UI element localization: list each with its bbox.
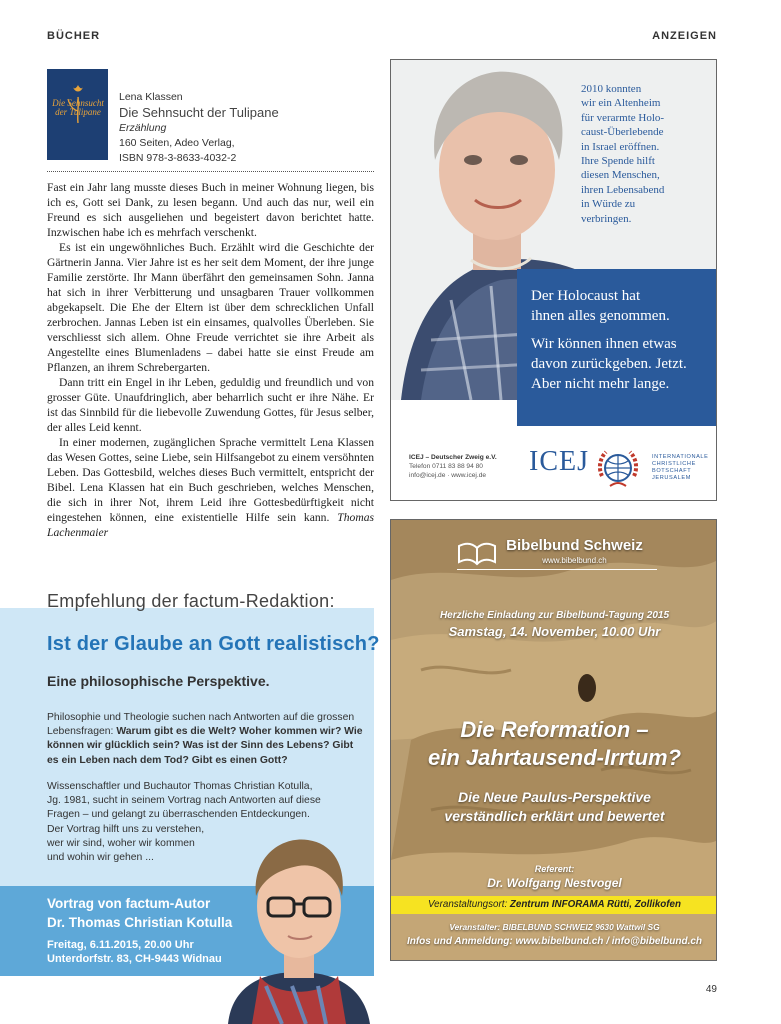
review-paragraph: Dann tritt ein Engel in ihr Leben, geduldig und freundlich und von grosser Güte. Unaufdringlich, aber beharrlich sucht er ihre Nähe. Er ist das Sinnbild für die liebevolle Zuwendung Gottes, für Jesus selber, der alles Leid kennt. (47, 376, 374, 434)
talk-details (47, 894, 232, 966)
bibelbund-speaker-label: Referent: (534, 864, 575, 874)
review-text: In einer modernen, zugänglichen Sprache vermittelt Lena Klassen das Wesen Gottes, seine Liebe, sein Hilfsangebot zu einem versöhnten Leben. Das Gottesbild, welches dieses Buch vermittelt, entspricht der Bibel. Lena Klassen hat ein Buch geschrieben, welches Menschen, die sich in ihrer Not, ihrem Leid ihre Gottesbedürftigkeit nicht eingestehen können, eine existentielle Hilfe sein kann. (47, 436, 374, 524)
talk-date: Freitag, 6.11.2015, 20.00 Uhr (47, 939, 194, 951)
icej-phone: Telefon 0711 83 88 94 80 (409, 463, 483, 470)
recommendation-intro (47, 711, 367, 768)
section-header-right: ANZEIGEN (652, 30, 717, 42)
slogan-line: ihnen alles genommen. (531, 308, 670, 324)
icej-advertisement (390, 59, 717, 501)
bibelbund-venue (391, 899, 717, 910)
review-paragraph (47, 435, 374, 540)
recommendation-subtitle: Eine philosophische Perspektive. (47, 673, 270, 689)
bibelbund-organizer: Veranstalter: BIBELBUND SCHWEIZ 9630 Wattwil SG (449, 922, 660, 932)
intro-questions: Warum gibt es die Welt? Woher kommen wir? Wie können wir glücklich sein? Was ist der Sinn des Lebens? Gibt es ein Leben nach dem Tod? Gibt es einen Gott? (47, 726, 363, 766)
book-review (47, 180, 374, 540)
section-header-left: BÜCHER (47, 30, 101, 42)
intro-lead: Philosophie und Theologie suchen nach Antworten auf die grossen Lebensfragen: (47, 712, 355, 738)
bibelbund-url: www.bibelbund.ch (542, 556, 607, 565)
body-line: Wissenschaftler und Buchautor Thomas Christian Kotulla, (47, 781, 313, 792)
talk-title: Vortrag von factum-Autor (47, 896, 211, 911)
headline-line: Die Reformation – (460, 717, 649, 742)
book-title: Die Sehnsucht der Tulipane (119, 105, 279, 120)
book-genre: Erzählung (119, 122, 167, 134)
body-line: wer wir sind, woher wir kommen (47, 837, 195, 849)
subheadline-line: Die Neue Paulus-Perspektive (458, 789, 651, 805)
page-number: 49 (705, 984, 717, 995)
body-line: Jg. 1981, sucht in seinem Vortrag nach Antworten auf diese (47, 795, 321, 807)
review-paragraph: Fast ein Jahr lang musste dieses Buch in meiner Wohnung liegen, bis ich es, Gott sei Dank, zu lesen begann. Und auch das nur, weil ein Freund es sich ausgeliehen und begeistert davon berichtet hatte. Inzwischen habe ich es mehrfach verschenkt. (47, 181, 374, 239)
bibelbund-info: Infos und Anmeldung: www.bibelbund.ch / info@bibelbund.ch (406, 936, 703, 947)
icej-text-line: diesen Menschen, (581, 169, 660, 182)
book-isbn: ISBN 978-3-8633-4032-2 (119, 152, 237, 164)
icej-photo-text (581, 82, 711, 226)
book-cover-title: Die Sehnsucht der Tulipane (52, 98, 104, 117)
icej-text-line: in Würde zu (581, 198, 636, 211)
icej-contact (409, 453, 497, 480)
body-line: Fragen – und gelangt zu überraschenden Entdeckungen. (47, 809, 310, 821)
bibelbund-divider (457, 569, 657, 570)
icej-org: ICEJ – Deutscher Zweig e.V. (409, 454, 497, 461)
review-author: Thomas Lachenmaier (47, 511, 375, 539)
dotted-divider (47, 171, 374, 172)
icej-slogan (531, 286, 713, 394)
icej-text-line: Ihre Spende hilft (581, 155, 655, 168)
slogan-line: Wir können ihnen etwas (531, 336, 677, 352)
headline-line: ein Jahrtausend-Irrtum? (427, 745, 682, 770)
bibelbund-subheadline (391, 788, 717, 826)
book-cover (47, 69, 108, 160)
bibelbund-name: Bibelbund Schweiz (506, 537, 643, 554)
speaker-portrait (222, 826, 374, 1024)
talk-address: Unterdorfstr. 83, CH-9443 Widnau (47, 953, 222, 965)
bibelbund-invitation: Herzliche Einladung zur Bibelbund-Tagung 2015 (439, 610, 670, 621)
logo-line: INTERNATIONALE (652, 454, 709, 460)
book-info (119, 90, 279, 166)
slogan-line: Der Holocaust hat (531, 288, 641, 304)
slogan-line: Aber nicht mehr lange. (531, 376, 670, 392)
icej-web: info@icej.de · www.icej.de (409, 472, 487, 479)
icej-text-line: verbringen. (581, 212, 632, 225)
icej-text-line: caust-Überlebende (581, 126, 664, 139)
body-line: und wohin wir gehen ... (47, 852, 154, 864)
icej-logo: ICEJ (529, 446, 589, 477)
book-publisher: 160 Seiten, Adeo Verlag, (119, 137, 235, 149)
icej-text-line: für verarmte Holo- (581, 111, 665, 124)
icej-text-line: ihren Lebensabend (581, 183, 665, 196)
body-line: Der Vortrag hilft uns zu verstehen, (47, 823, 205, 835)
subheadline-line: verständlich erklärt und bewertet (444, 808, 665, 824)
bibelbund-speaker: Dr. Wolfgang Nestvogel (487, 876, 622, 890)
icej-text-line: in Israel eröffnen. (581, 140, 660, 153)
bibelbund-advertisement (390, 519, 717, 961)
icej-logo-text (652, 454, 708, 482)
icej-seal-icon (596, 446, 640, 490)
recommendation-question: Ist der Glaube an Gott realistisch? (47, 633, 380, 655)
slogan-line: davon zurückgeben. Jetzt. (531, 356, 687, 372)
bibelbund-date: Samstag, 14. November, 10.00 Uhr (448, 624, 661, 639)
talk-speaker: Dr. Thomas Christian Kotulla (47, 915, 233, 930)
review-paragraph: Es ist ein ungewöhnliches Buch. Erzählt wird die Geschichte der Gärtnerin Janna. Vier Jahre ist es her seit dem Moment, der ihre junge Familie zerstörte. Ihr Mann überfährt den gemeinsamen Sohn. Janna hat sich in ihrer Verbitterung und unsagbaren Trauer vollkommen abgekapselt. Die Ehe der Eltern ist über dem schrecklichen Unfall zerbrochen. Jannas Leben ist ein einsames, qualvolles Überleben. Sie verschliesst sich allem. Ohne Freude verrichtet sie ihre Arbeit als Angestellte eines Blumenladens – dabei hatte sie einst Freude am Pflanzen, an ihrem Schrebergarten. (47, 241, 374, 374)
venue-label: Veranstaltungsort: (428, 899, 510, 910)
venue-name: Zentrum INFORAMA Rütti, Zollikofen (509, 899, 681, 910)
icej-text-line: wir ein Altenheim (581, 97, 661, 110)
icej-text-line: 2010 konnten (581, 83, 642, 95)
logo-line: BOTSCHAFT (652, 468, 692, 474)
logo-line: CHRISTLICHE (652, 461, 696, 467)
recommendation-heading: Empfehlung der factum-Redaktion: (47, 591, 335, 611)
logo-line: JERUSALEM (652, 475, 691, 481)
book-author: Lena Klassen (119, 91, 183, 103)
bibelbund-headline (391, 716, 717, 772)
